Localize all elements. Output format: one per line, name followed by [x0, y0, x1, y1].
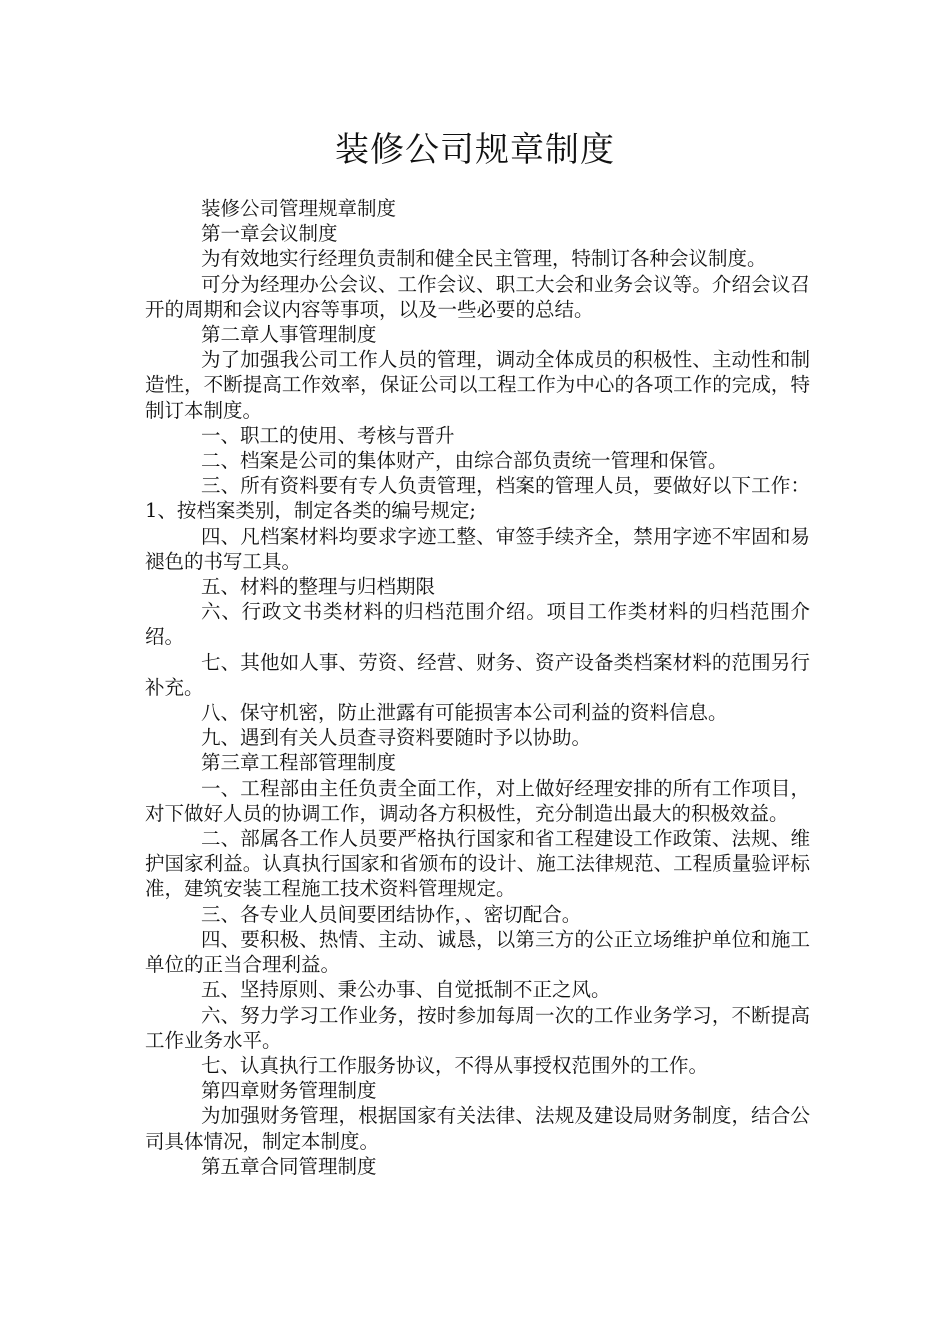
paragraph: 四、要积极、热情、主动、诚恳，以第三方的公正立场维护单位和施工单位的正当合理利益。	[145, 927, 810, 977]
paragraph: 四、凡档案材料均要求字迹工整、审签手续齐全，禁用字迹不牢固和易褪色的书写工具。	[145, 524, 810, 573]
paragraph: 五、坚持原则、秉公办事、自觉抵制不正之风。	[201, 978, 611, 1002]
chapter-heading: 第四章财务管理制度	[201, 1079, 377, 1103]
paragraph: 九、遇到有关人员查寻资料要随时予以协助。	[201, 726, 592, 750]
paragraph: 装修公司管理规章制度	[201, 197, 397, 220]
chapter-heading: 第五章合同管理制度	[201, 1154, 377, 1178]
paragraph: 八、保守机密，防止泄露有可能损害本公司利益的资料信息。	[201, 701, 728, 725]
paragraph: 为加强财务管理，根据国家有关法律、法规及建设局财务制度，结合公司具体情况，制定本制度。	[145, 1104, 810, 1153]
paragraph: 七、认真执行工作服务协议，不得从事授权范围外的工作。	[201, 1053, 709, 1077]
paragraph: 二、档案是公司的集体财产，由综合部负责统一管理和保管。	[201, 449, 728, 473]
chapter-heading: 第一章会议制度	[201, 222, 338, 246]
paragraph: 为有效地实行经理负责制和健全民主管理，特制订各种会议制度。	[201, 247, 767, 271]
chapter-heading: 第二章人事管理制度	[201, 323, 377, 347]
paragraph: 一、职工的使用、考核与晋升	[201, 423, 455, 447]
paragraph: 为了加强我公司工作人员的管理，调动全体成员的积极性、主动性和制造性，不断提高工作效率，保证公司以工程工作为中心的各项工作的完成，特制订本制度。	[145, 348, 810, 422]
chapter-heading: 第三章工程部管理制度	[201, 751, 397, 775]
document-body	[145, 196, 810, 1179]
paragraph: 六、行政文书类材料的归档范围介绍。项目工作类材料的归档范围介绍。	[145, 600, 810, 649]
paragraph: 七、其他如人事、劳资、经营、财务、资产设备类档案材料的范围另行补充。	[145, 650, 810, 699]
paragraph: 二、部属各工作人员要严格执行国家和省工程建设工作政策、法规、维护国家利益。认真执行国家和省颁布的设计、施工法律规范、工程质量验评标准，建筑安装工程施工技术资料管理规定。	[145, 827, 810, 901]
paragraph: 可分为经理办公会议、工作会议、职工大会和业务会议等。介绍会议召开的周期和会议内容等事项，以及一些必要的总结。	[145, 272, 810, 321]
paragraph: 一、工程部由主任负责全面工作，对上做好经理安排的所有工作项目，对下做好人员的协调工作，调动各方积极性，充分制造出最大的积极效益。	[145, 776, 810, 825]
paragraph: 六、努力学习工作业务，按时参加每周一次的工作业务学习，不断提高工作业务水平。	[145, 1003, 810, 1052]
paragraph: 五、材料的整理与归档期限	[201, 575, 436, 599]
document-title: 装修公司规章制度	[335, 130, 615, 170]
paragraph: 三、所有资料要有专人负责管理，档案的管理人员，要做好以下工作：1、按档案类别，制定各类的编号规定;	[145, 474, 810, 523]
paragraph: 三、各专业人员间要团结协作，、密切配合。	[201, 902, 582, 926]
